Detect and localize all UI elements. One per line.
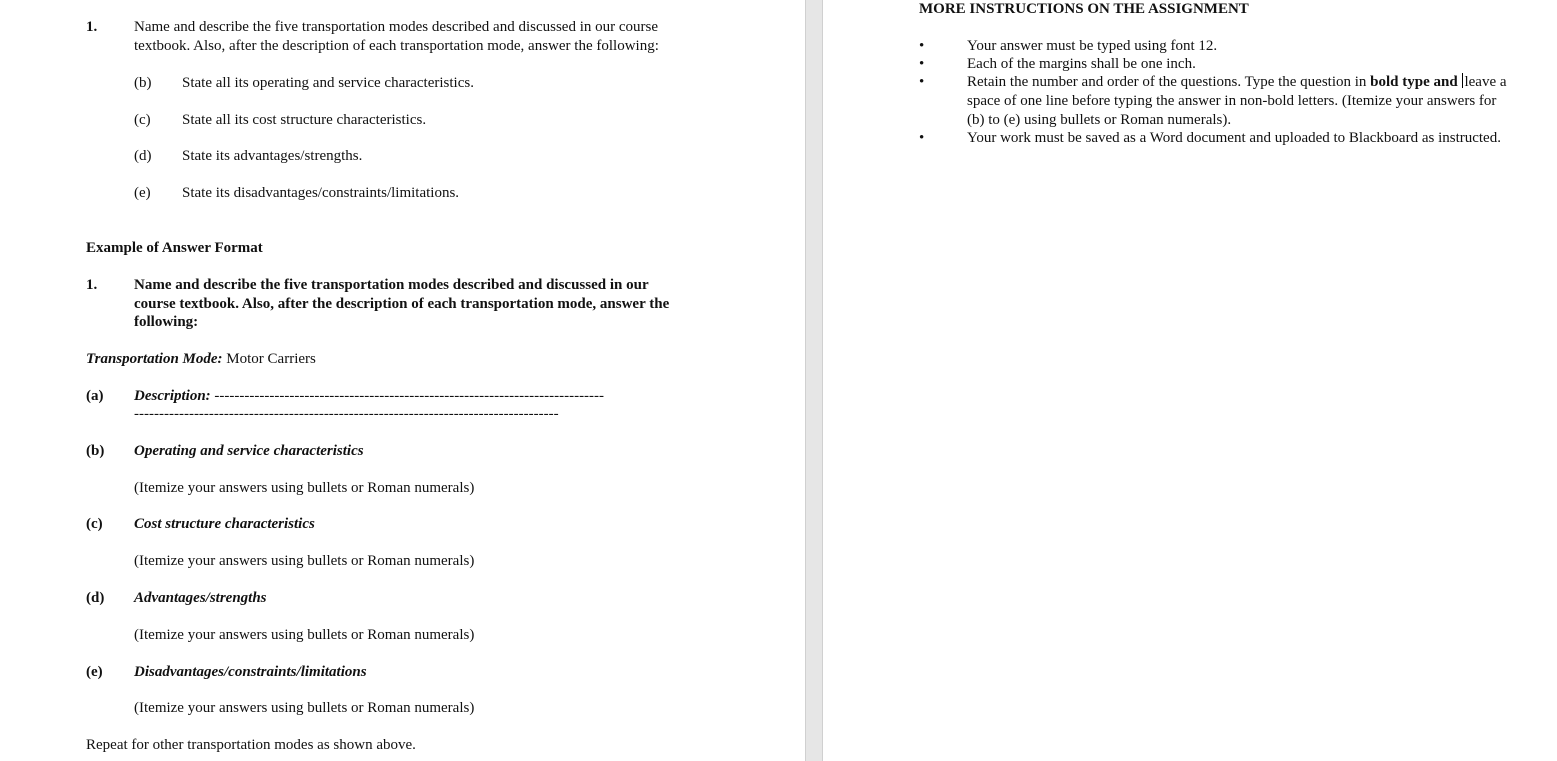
question-text-line: Name and describe the five transportation modes described and discussed in our course bbox=[134, 19, 659, 35]
section-b-note: (Itemize your answers using bullets or Roman numerals) bbox=[134, 480, 475, 496]
bullet-icon: • bbox=[919, 74, 925, 90]
transportation-mode-line bbox=[86, 350, 316, 369]
sub-item-text: State its disadvantages/constraints/limitations. bbox=[182, 185, 460, 201]
section-a-title: Description: bbox=[134, 388, 211, 404]
section-a-title-line bbox=[134, 387, 604, 406]
repeat-note: Repeat for other transportation modes as shown above. bbox=[86, 737, 416, 753]
bullet-icon: • bbox=[919, 56, 925, 72]
description-dashes: ------------------------------------------------------------------------------ bbox=[214, 388, 605, 404]
section-c-title: Cost structure characteristics bbox=[134, 516, 315, 532]
example-question-line: following: bbox=[134, 314, 199, 330]
bullet-icon: • bbox=[919, 130, 925, 146]
sub-item-text: State its advantages/strengths. bbox=[182, 148, 363, 164]
transportation-mode-value: Motor Carriers bbox=[222, 351, 316, 367]
sub-item-text: State all its cost structure characteristics. bbox=[182, 112, 427, 128]
document-page-right[interactable] bbox=[823, 0, 1557, 761]
section-e-note: (Itemize your answers using bullets or Roman numerals) bbox=[134, 700, 475, 716]
description-dashes: ------------------------------------------------------------------------------------- bbox=[134, 406, 559, 422]
sub-item-text: State all its operating and service characteristics. bbox=[182, 75, 474, 91]
section-d-label: (d) bbox=[86, 590, 105, 606]
question-number: 1. bbox=[86, 19, 98, 35]
instruction-item: Your work must be saved as a Word document and uploaded to Blackboard as instructed. bbox=[967, 130, 1501, 146]
section-e-label: (e) bbox=[86, 664, 103, 680]
instruction-text: leave a bbox=[1464, 74, 1507, 90]
bullet-icon: • bbox=[919, 38, 925, 54]
transportation-mode-label: Transportation Mode: bbox=[86, 351, 223, 367]
section-d-title: Advantages/strengths bbox=[134, 590, 267, 606]
example-question-line: course textbook. Also, after the description of each transportation mode, answer the bbox=[134, 296, 670, 312]
instruction-item: Each of the margins shall be one inch. bbox=[967, 56, 1196, 72]
instruction-item-line: space of one line before typing the answer in non-bold letters. (Itemize your answers for bbox=[967, 93, 1497, 109]
instruction-text: Retain the number and order of the questions. Type the question in bbox=[967, 74, 1371, 90]
instruction-bold-text: bold type and bbox=[1370, 74, 1462, 90]
sub-item-label: (e) bbox=[134, 185, 151, 201]
example-question-line: Name and describe the five transportation modes described and discussed in our bbox=[134, 277, 649, 293]
instruction-item-line bbox=[967, 73, 1507, 92]
question-text-line: textbook. Also, after the description of each transportation mode, answer the following: bbox=[134, 38, 659, 54]
section-c-note: (Itemize your answers using bullets or Roman numerals) bbox=[134, 553, 475, 569]
instruction-item-line: (b) to (e) using bullets or Roman numerals). bbox=[967, 112, 1232, 128]
instructions-heading: MORE INSTRUCTIONS ON THE ASSIGNMENT bbox=[919, 1, 1249, 17]
sub-item-label: (b) bbox=[134, 75, 152, 91]
section-b-label: (b) bbox=[86, 443, 105, 459]
sub-item-label: (d) bbox=[134, 148, 152, 164]
example-question-number: 1. bbox=[86, 277, 98, 293]
page-gutter bbox=[805, 0, 823, 761]
section-b-title: Operating and service characteristics bbox=[134, 443, 364, 459]
sub-item-label: (c) bbox=[134, 112, 151, 128]
section-d-note: (Itemize your answers using bullets or Roman numerals) bbox=[134, 627, 475, 643]
example-heading: Example of Answer Format bbox=[86, 240, 263, 256]
section-a-label: (a) bbox=[86, 388, 104, 404]
instruction-item: Your answer must be typed using font 12. bbox=[967, 38, 1218, 54]
section-e-title: Disadvantages/constraints/limitations bbox=[134, 664, 367, 680]
section-c-label: (c) bbox=[86, 516, 103, 532]
